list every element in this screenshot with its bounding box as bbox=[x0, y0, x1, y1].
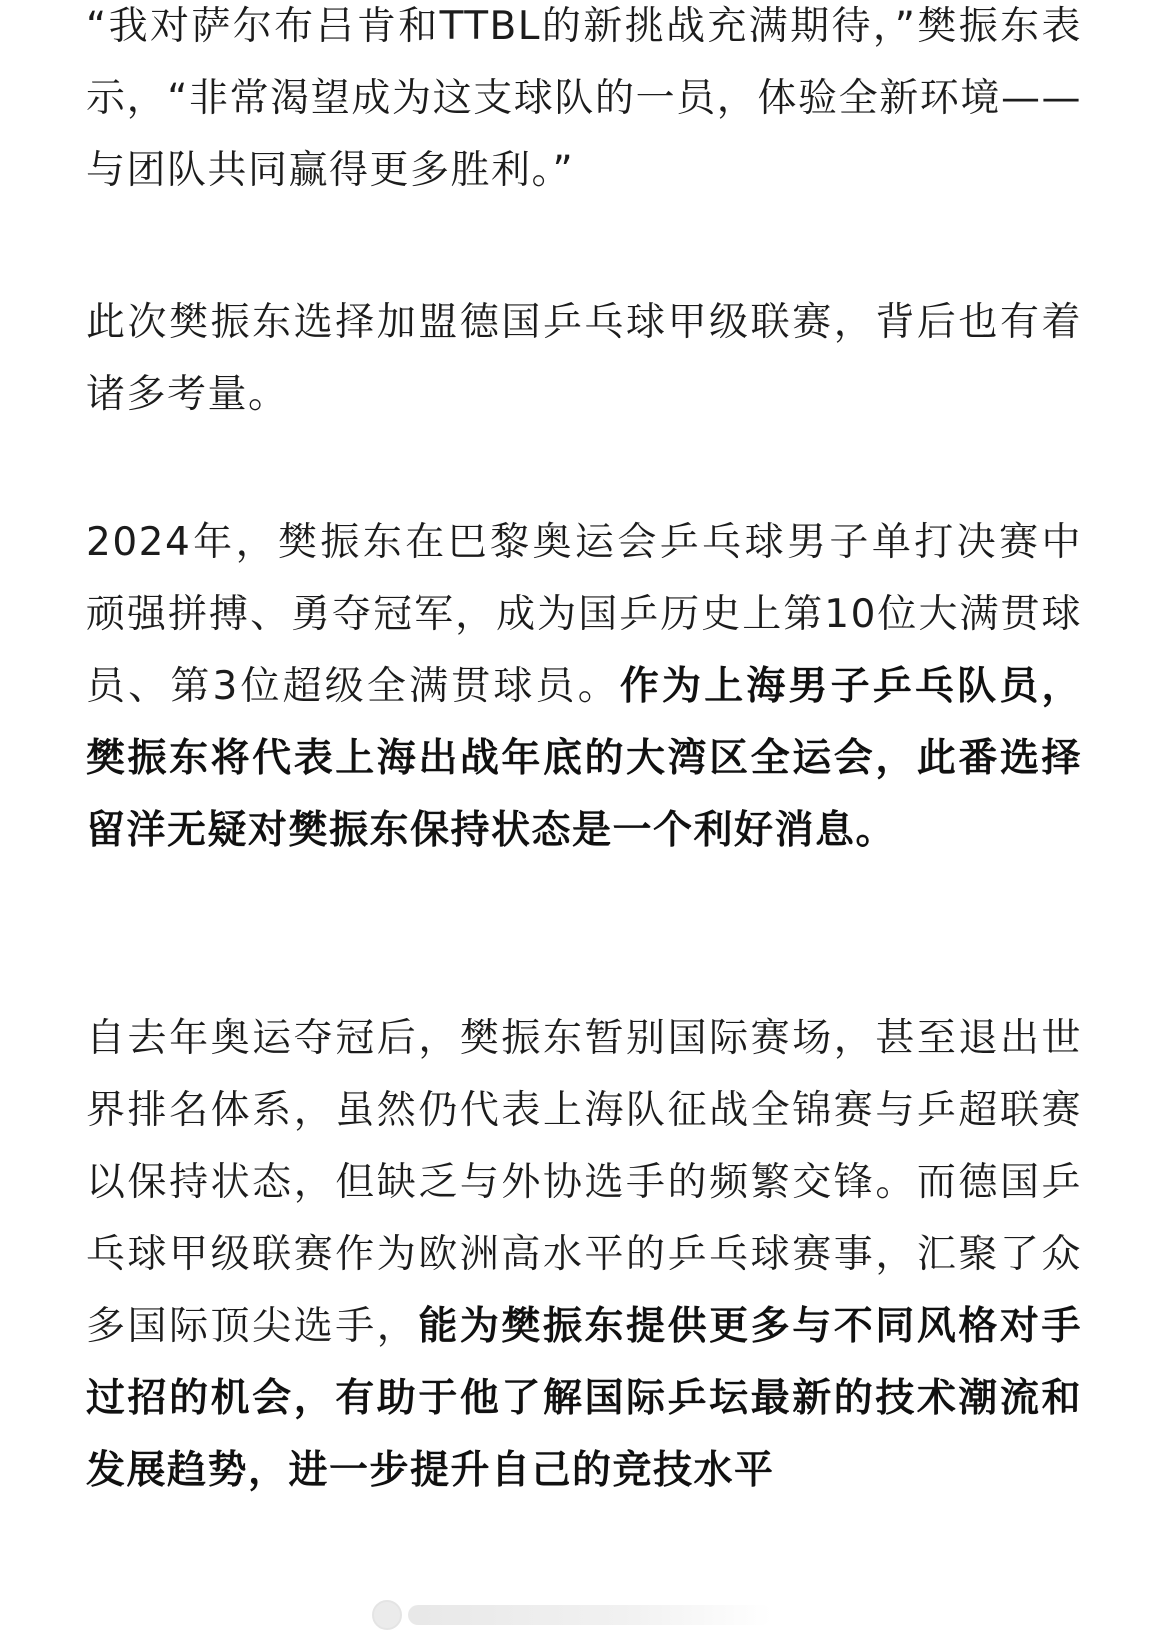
benefits-text: 自去年奥运夺冠后，樊振东暂别国际赛场，甚至退出世界排名体系，虽然仍代表上海队征战全锦赛与乒超联赛以保持状态，但缺乏与外协选手的频繁交锋。而德国乒乓球甲级联赛作为欧洲高水平的乒乓球赛事，汇聚了众多国际顶尖选手， bbox=[86, 1016, 1082, 1349]
olympics-bold-text: 作为上海男子乒乓队员，樊振东将代表上海出战年底的大湾区全运会，此番选择留洋无疑对樊振东保持状态是一个利好消息。 bbox=[86, 664, 1082, 853]
paragraph-olympics bbox=[86, 507, 1082, 867]
paragraph-considerations bbox=[86, 287, 1082, 431]
olympics-text: 2024年，樊振东在巴黎奥运会乒乓球男子单打决赛中顽强拼搏、勇夺冠军，成为国乒历史上第10位大满贯球员、第3位超级全满贯球员。 bbox=[86, 520, 1082, 709]
watermark bbox=[372, 1598, 772, 1632]
quote-text: “我对萨尔布吕肯和TTBL的新挑战充满期待，”樊振东表示，“非常渴望成为这支球队的一员，体验全新环境——与团队共同赢得更多胜利。” bbox=[86, 4, 1082, 193]
benefits-bold-text: 能为樊振东提供更多与不同风格对手过招的机会，有助于他了解国际乒坛最新的技术潮流和发展趋势，进一步提升自己的竞技水平 bbox=[86, 1304, 1082, 1493]
paragraph-ttbl-benefits bbox=[86, 1003, 1082, 1507]
considerations-text: 此次樊振东选择加盟德国乒乓球甲级联赛，背后也有着诸多考量。 bbox=[86, 300, 1082, 417]
paragraph-quote bbox=[86, 0, 1082, 207]
watermark-text-blur bbox=[408, 1605, 772, 1625]
watermark-logo-icon bbox=[372, 1600, 402, 1630]
